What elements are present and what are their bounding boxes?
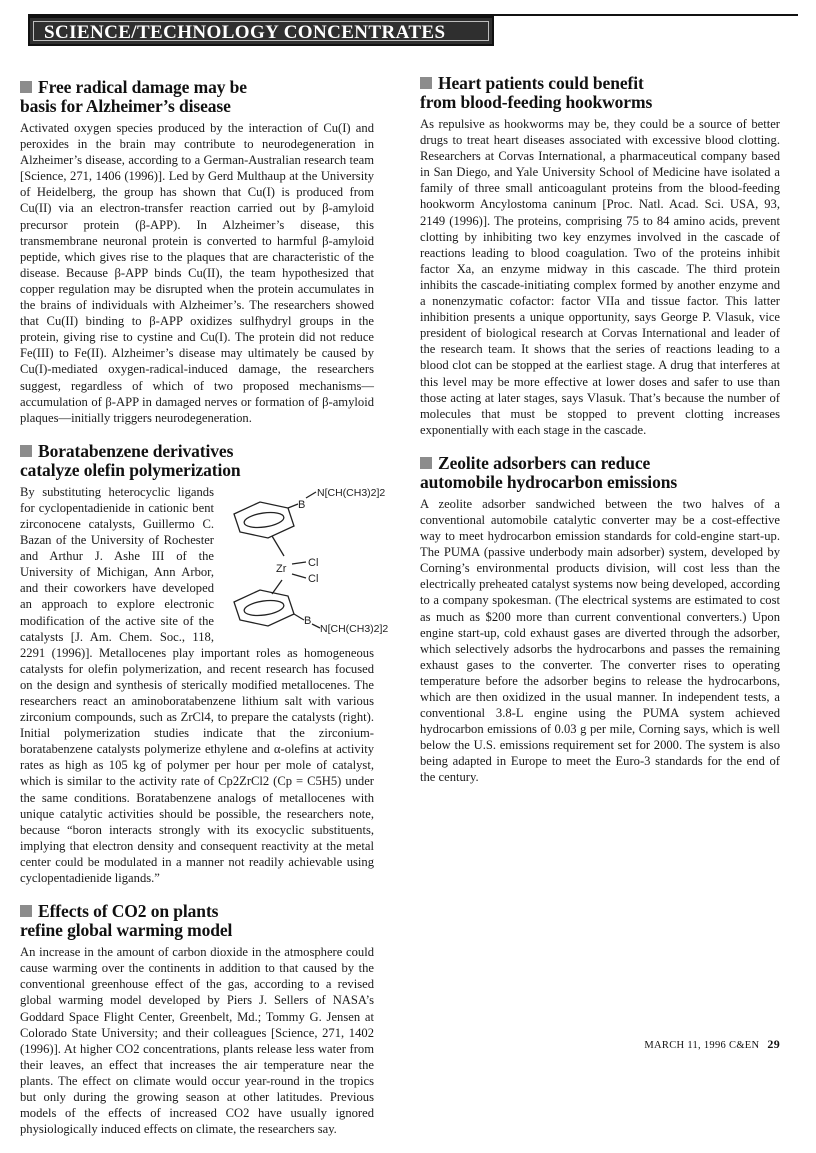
- headline-line-2: automobile hydrocarbon emissions: [420, 471, 678, 492]
- headline-line-1: Zeolite adsorbers can reduce: [438, 452, 651, 473]
- headline-line-1: Effects of CO2 on plants: [38, 901, 219, 922]
- zirconium-boratabenzene-structure: [220, 486, 389, 644]
- bullet-square-icon: [20, 81, 32, 93]
- page-number: 29: [767, 1037, 780, 1051]
- headline-line-2: from blood-feeding hookworms: [420, 92, 653, 112]
- headline-line-2: basis for Alzheimer’s disease: [20, 96, 231, 116]
- footer-date: MARCH 11, 1996 C&EN: [644, 1040, 760, 1051]
- boron-label-top: B: [298, 498, 306, 511]
- bullet-square-icon: [420, 77, 432, 89]
- article-hookworms: [420, 74, 780, 438]
- headline-line-1: Boratabenzene derivatives: [38, 440, 234, 461]
- top-boratabenzene-ring: [234, 502, 294, 538]
- bullet-square-icon: [420, 457, 432, 469]
- bottom-boratabenzene-ring: [234, 590, 294, 626]
- boron-label-bottom: B: [304, 614, 312, 627]
- headline-line-2: catalyze olefin polymerization: [20, 459, 241, 480]
- article-headline: [20, 78, 374, 116]
- headline-line-1: Heart patients could benefit: [438, 73, 644, 93]
- article-boratabenzene: [20, 440, 389, 886]
- article-body: A zeolite adsorber sandwiched between the two halves of a conventional automobile catalytic converter may be a cost-effective way to meet hydrocarbon emission standards for cold-engine start-up. The PUMA (passive underbody main adsorber) system, developed by Corning’s environmental products division, will cost less than the electrically preheated catalyst systems now being developed, according to a company spokesman. (The electrical systems are estimated to cost as much as $200 more than current conventional converters.) Upon engine start-up, cold exhaust gases are diverted through the adsorber, which selectively adsorbs the hydrocarbons and passes the remaining exhaust gases to the converter. The converter rises to operating temperature before the adsorber begins to release the hydrocarbons, which are then oxidized in the usual manner. In independent tests, a conventional 3.8-L engine using the PUMA system achieved hydrocarbon emissions of 0.03 g per mile, Corning says, which is well below the U.S. emissions requirement set for 2000. The system is also being adapted in Europe to meet the Euro-3 standards for the end of the century.: [420, 496, 780, 785]
- article-body: Activated oxygen species produced by the interaction of Cu(I) and peroxides in the brain may contribute to neurodegeneration in Alzheimer’s disease, according to a German-Australian research team [Science, 271, 1406 (1996)]. Led by Gerd Multhaup at the University of Heidelberg, the group has shown that Cu(I) is produced from Cu(II) via an electron-transfer reaction carried out by β-amyloid precursor protein (β-APP). In Alzheimer’s disease, this transmembrane neuronal protein is converted to harmful β-amyloid peptide, which gives rise to the plaques that are characteristic of the disease. Because β-APP binds Cu(II), the team hypothesized that copper regulation may be disrupted when the protein accumulates in the brains of individuals with Alzheimer’s. The researchers showed that Cu(II) binding to β-APP oxidizes sulfhydryl groups in the protein, giving rise to cystine and Cu(I). The protein did not reduce Fe(III) to Fe(II). Alzheimer’s disease may ultimately be caused by Cu(I)-mediated oxygen-radical-induced damage, the researchers suggest, regardless of which of two proposed mechanisms—accumulation of β-APP in damaged nerves or formation of β-amyloid plaques—initially triggers neurodegeneration.: [20, 121, 374, 425]
- article-body: As repulsive as hookworms may be, they could be a source of better drugs to treat heart diseases associated with excessive blood clotting. Researchers at Corvas International, a pharmaceutical company based in San Diego, and Yale University School of Medicine have isolated a family of three small anticoagulant proteins from the blood-feeding hookworm Ancylostoma caninum [Proc. Natl. Acad. Sci. USA, 93, 2149 (1996)]. The proteins, comprising 75 to 84 amino acids, prevent clotting by inhibiting two key enzymes involved in the cascade of reactions leading to blood coagulation. Two of the proteins inhibit factor Xa, an enzyme midway in this cascade. The third protein inhibits the cascade-initiating complex formed by another enzyme and a nonenzymatic cofactor: factor VIIa and tissue factor. This latter inhibition presents a unique opportunity, says George P. Vlasuk, vice president of biological research at Corvas International and leader of the research team. It shows that the series of reactions leading to a blood clot can be stopped at the earliest stage. A drug that interferes at this level may be more effective at lower doses and safer to use than those acting at later stages, says Vlasuk. That’s because the number of molecules that must be stopped to prevent clotting increases exponentially with each stage in the cascade.: [420, 117, 780, 437]
- bullet-square-icon: [20, 445, 32, 457]
- article-co2-plants: [20, 902, 374, 1137]
- chloride-label-1: Cl: [308, 556, 319, 569]
- headline-line-2: refine global warming model: [20, 920, 233, 941]
- article-headline: [20, 442, 374, 480]
- article-alzheimers: [20, 78, 374, 426]
- banner-box: [28, 16, 494, 46]
- right-column: [420, 74, 780, 802]
- bullet-square-icon: [20, 905, 32, 917]
- article-zeolite: [420, 454, 780, 786]
- article-headline: [420, 74, 780, 112]
- section-banner: [28, 10, 798, 50]
- article-headline: [420, 454, 780, 492]
- article-body: By substituting heterocyclic ligands for cyclopentadienide in cationic bent zirconocene catalysts, Guillermo C. Bazan of the University of Rochester and Arthur J. Ashe III of the University of Michigan, Ann Arbor, and their coworkers have developed an approach to explore electronic modification of the active site of the catalysts [J. Am. Chem. Soc., 118, 2291 (1996)]. Metallocenes play important roles as homogeneous catalysts for olefin polymerization, and recent research has focused on the design and synthesis of sterically modified metallocenes. The researchers react an aminoboratabenzene lithium salt with various zirconium compounds, such as ZrCl4, to prepare the catalysts (right). Initial polymerization studies indicate that the zirconium-boratabenzene catalysts polymerize ethylene and α-olefins at activity rates as high as 105 kg of polymer per hour per mole of catalyst, which is similar to the activity rate of Cp2ZrCl2 (Cp = C5H5) under the same conditions. Boratabenzene analogs of metallocenes with unique catalytic activities should be possible, the researchers note, because “boron interacts strongly with its exocyclic substituents, implying that electron density and consequent reactivity at the metal center could be modulated in a manner not readily achievable using cyclopentadienide ligands.”: [20, 484, 374, 886]
- banner-title: SCIENCE/TECHNOLOGY CONCENTRATES: [33, 21, 489, 41]
- zirconium-label: Zr: [276, 562, 287, 575]
- headline-line-1: Free radical damage may be: [38, 77, 247, 97]
- article-headline: [20, 902, 374, 940]
- article-body: An increase in the amount of carbon dioxide in the atmosphere could cause warming over the continents in addition to that caused by the conventional greenhouse effect of the gas, according to a revised global warming model developed by Piers J. Sellers of NASA’s Goddard Space Flight Center, Greenbelt, Md.; Tommy G. Jensen at Colorado State University; and their colleagues [Science, 271, 1402 (1996)]. At higher CO2 concentrations, plants release less water from their leaves, an effect that increases the air temperature near the plants. The effect on climate would occur year-round in the tropics but only during the growing season at other latitudes. Previous models of the effects of increased CO2 have usually ignored physiologically induced effects on climate, the researchers say.: [20, 945, 374, 1137]
- chloride-label-2: Cl: [308, 572, 319, 585]
- amine-label-top: N[CH(CH3)2]2: [317, 486, 386, 499]
- left-column: [20, 77, 389, 1153]
- amine-label-bottom: N[CH(CH3)2]2: [320, 622, 389, 635]
- page-footer: [644, 1037, 780, 1052]
